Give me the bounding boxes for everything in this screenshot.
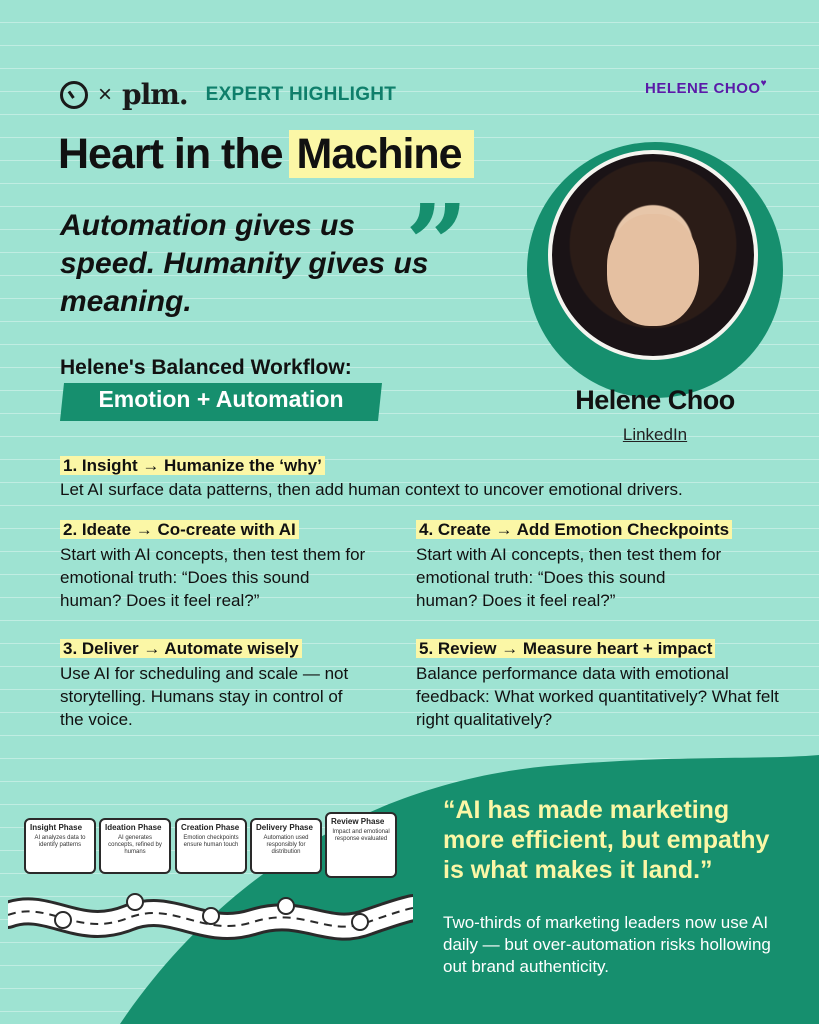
closing-stat: Two-thirds of marketing leaders now use AI daily — but over-automation risks hollowing out brand authenticity. [443,913,771,976]
workflow-pill-label: Emotion + Automation [98,386,344,412]
phase-card-delivery [250,818,322,874]
step-1-heading: 1. Insight → Humanize the ‘why’ [60,456,325,475]
closing-quote: “AI has made marketing more efficient, but empathy is what makes it land.” [443,796,770,884]
heart-icon: ♥ [760,78,767,89]
step-1 [60,456,760,501]
phase-card-review [325,812,397,878]
step-2-heading: 2. Ideate → Co-create with AI [60,520,299,539]
step-1-body: Let AI surface data patterns, then add human context to uncover emotional drivers. [60,480,683,499]
header-logo-row [60,78,396,111]
step-3-body: Use AI for scheduling and scale — not storytelling. Humans stay in control of the voice. [60,664,349,729]
step-4-body: Start with AI concepts, then test them for emotional truth: “Does this sound human? Does it feel real?” [416,545,722,610]
phase-desc: Emotion checkpoints ensure human touch [183,835,239,848]
linkedin-link[interactable]: LinkedIn [622,425,688,444]
phase-title: Review Phase [331,817,385,826]
step-5-heading: 5. Review → Measure heart + impact [416,639,715,658]
phase-card-ideation [99,818,171,874]
quote-mark-icon: ” [405,180,469,309]
phase-title: Creation Phase [181,823,240,832]
step-2 [60,520,370,612]
step-3 [60,639,370,731]
title-part-1: Heart in the [58,130,283,178]
phase-card-creation [175,818,247,874]
clock-icon [60,81,88,109]
step-4 [416,520,730,612]
step-5 [416,639,786,731]
phase-title: Insight Phase [30,823,83,832]
step-5-body: Balance performance data with emotional feedback: What worked quantitatively? What felt right qualitatively? [416,664,779,729]
times-symbol: × [98,80,113,108]
phase-title: Ideation Phase [105,823,162,832]
phase-card-insight [24,818,96,874]
roadmap-road [8,880,413,970]
profile-photo [548,150,758,360]
phase-desc: AI generates concepts, refined by humans [108,835,162,855]
brand-logo [645,80,767,97]
phase-title: Delivery Phase [256,823,313,832]
step-2-body: Start with AI concepts, then test them for emotional truth: “Does this sound human? Does it feel real?” [60,545,366,610]
title-highlight: Machine [289,130,474,178]
phase-desc: AI analyzes data to identify patterns [34,835,86,848]
step-3-heading: 3. Deliver → Automate wisely [60,639,302,658]
phase-desc: Automation used responsibly for distribution [263,835,309,855]
plm-logo: plm. [122,78,188,111]
step-4-heading: 4. Create → Add Emotion Checkpoints [416,520,732,539]
brand-name: HELENE CHOO [645,80,761,97]
phase-desc: Impact and emotional response evaluated [332,829,390,842]
workflow-title: Helene's Balanced Workflow: [60,356,352,379]
page-title [58,130,474,179]
expert-highlight-tag: EXPERT HIGHLIGHT [205,83,397,105]
headline-quote: Automation gives us speed. Humanity gives us meaning. [60,209,429,318]
profile-name: Helene Choo [575,385,735,415]
